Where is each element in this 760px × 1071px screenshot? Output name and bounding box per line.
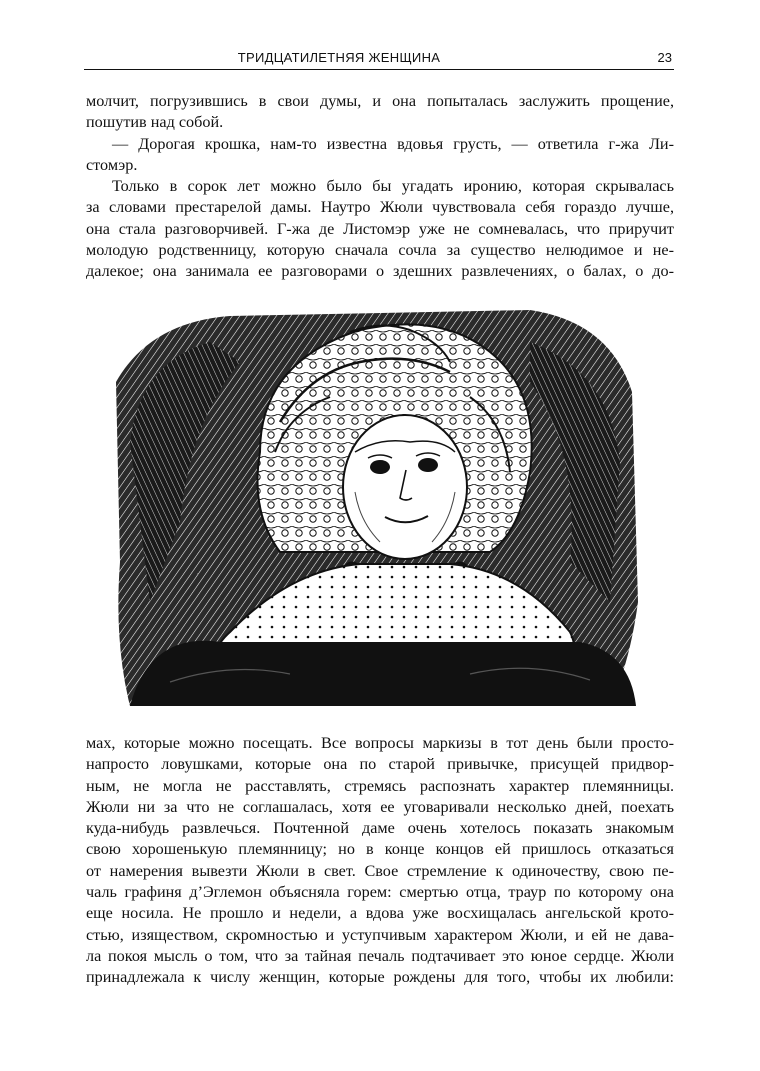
text-line: свою хорошенькую племянницу; но в конце концов ей пришлось отказаться	[86, 840, 674, 859]
text-line: куда-нибудь развлечься. Почтенной даме очень хотелось показать знакомым	[86, 819, 674, 838]
text-line: молодую родственницу, которую сначала сочла за существо нелюдимое и не-	[86, 241, 674, 260]
text-line: напросто ловушками, которые она по старой привычке, присущей придвор-	[86, 755, 674, 774]
text-line: далекое; она занимала ее разговорами о здешних развлечениях, о балах, о до-	[86, 262, 674, 281]
header-rule	[84, 69, 674, 70]
page-number: 23	[657, 50, 672, 65]
text-line: Жюли ни за что не соглашалась, хотя ее уговаривали несколько дней, поехать	[86, 797, 674, 816]
portrait-engraving	[110, 302, 640, 710]
text-line: молчит, погрузившись в свои думы, и она попыталась заслужить прощение,	[86, 92, 674, 110]
text-line: принадлежала к числу женщин, которые рождены для того, чтобы их любили:	[86, 968, 674, 987]
text-line: — Дорогая крошка, нам-то известна вдовья грусть, — ответила г-жа Ли-	[112, 134, 674, 153]
text-line: ным, не могла не расставлять, стремясь распознать характер племянницы.	[86, 776, 674, 795]
text-line: еще носила. Не прошло и недели, а вдова уже восхищалась ангельской крото-	[86, 904, 674, 923]
running-title: ТРИДЦАТИЛЕТНЯЯ ЖЕНЩИНА	[237, 50, 441, 65]
text-line: она стала разговорчивей. Г-жа де Листомэр уже не сомневалась, что приручит	[86, 219, 674, 238]
text-line: стью, изяществом, скромностью и уступчивым характером Жюли, и ей не дава-	[86, 925, 674, 944]
text-line: Только в сорок лет можно было бы угадать иронию, которая скрывалась	[112, 177, 674, 196]
text-line: ла покоя мысль о том, что за тайная печаль подтачивает это юное сердце. Жюли	[86, 946, 674, 965]
text-line: чаль графиня д’Эглемон объясняла горем: смертью отца, траур по которому она	[86, 883, 674, 902]
text-block-bottom	[86, 733, 674, 989]
text-line: пошутив над собой.	[86, 113, 224, 132]
text-line: за словами престарелой дамы. Наутро Жюли чувствовала себя гораздо лучше,	[86, 198, 674, 217]
text-block-top	[86, 91, 674, 283]
text-line: от намерения вывезти Жюли в свет. Свое стремление к одиночеству, свою пе-	[86, 861, 674, 880]
text-line: стомэр.	[86, 155, 138, 174]
text-line: мах, которые можно посещать. Все вопросы маркизы в тот день были просто-	[86, 734, 674, 752]
page-header	[84, 50, 674, 72]
portrait-illustration	[110, 302, 640, 710]
